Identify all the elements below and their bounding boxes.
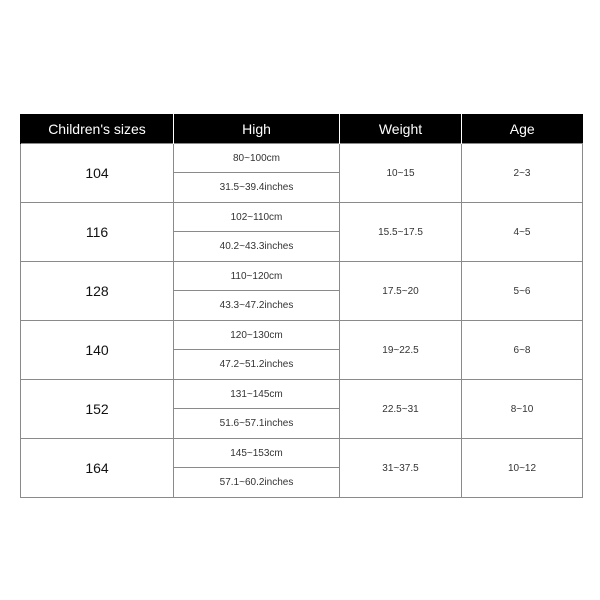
height-inches-cell: 47.2~51.2inches [174,350,340,380]
header-row [21,114,583,144]
size-cell: 152 [21,380,174,439]
height-cm-cell: 102~110cm [174,203,340,232]
height-cm-cell: 110~120cm [174,262,340,291]
header-size: Children's sizes [21,114,174,144]
size-cell: 116 [21,203,174,262]
weight-cell: 19~22.5 [340,321,462,380]
height-cm-cell: 131~145cm [174,380,340,409]
height-inches-cell: 57.1~60.2inches [174,468,340,498]
table-row [21,262,583,291]
age-cell: 8~10 [462,380,583,439]
age-cell: 4~5 [462,203,583,262]
size-cell: 164 [21,439,174,498]
weight-cell: 17.5~20 [340,262,462,321]
height-inches-cell: 31.5~39.4inches [174,173,340,203]
table-row [21,321,583,350]
height-inches-cell: 51.6~57.1inches [174,409,340,439]
weight-cell: 15.5~17.5 [340,203,462,262]
table-row [21,144,583,173]
height-cm-cell: 80~100cm [174,144,340,173]
size-chart-table [20,114,583,498]
header-age: Age [462,114,583,144]
header-weight: Weight [340,114,462,144]
table-row [21,203,583,232]
weight-cell: 10~15 [340,144,462,203]
size-cell: 128 [21,262,174,321]
table-row [21,439,583,468]
weight-cell: 31~37.5 [340,439,462,498]
height-cm-cell: 145~153cm [174,439,340,468]
weight-cell: 22.5~31 [340,380,462,439]
height-inches-cell: 40.2~43.3inches [174,232,340,262]
header-high: High [174,114,340,144]
age-cell: 10~12 [462,439,583,498]
age-cell: 2~3 [462,144,583,203]
height-cm-cell: 120~130cm [174,321,340,350]
height-inches-cell: 43.3~47.2inches [174,291,340,321]
age-cell: 6~8 [462,321,583,380]
size-cell: 104 [21,144,174,203]
table-row [21,380,583,409]
age-cell: 5~6 [462,262,583,321]
size-cell: 140 [21,321,174,380]
